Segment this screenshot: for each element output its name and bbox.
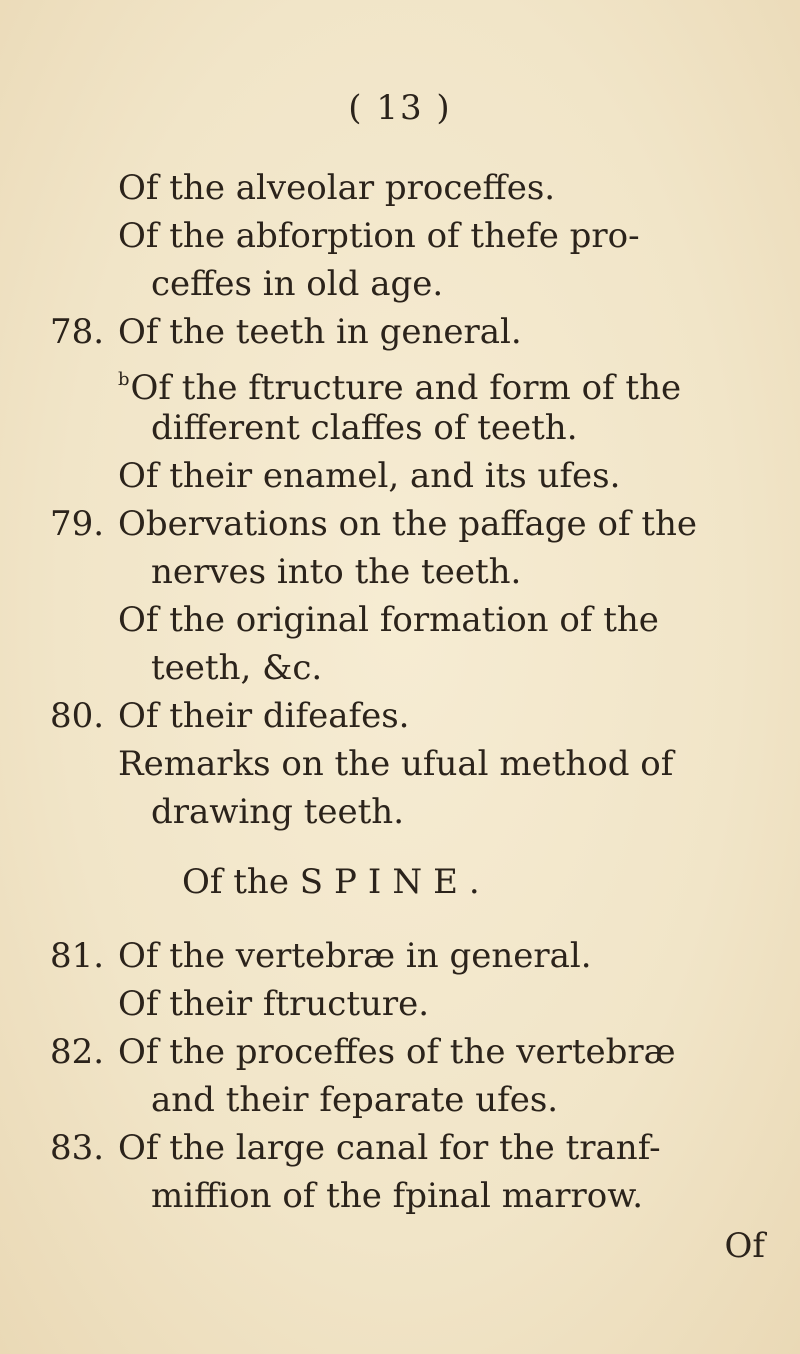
catchword: Of (724, 1226, 765, 1266)
entry-line: Of the teeth in general. (118, 312, 522, 352)
entry-line: Of the ftructure and form of the (130, 368, 682, 408)
entry-number: 79. (50, 504, 105, 544)
entry-line: and their feparate ufes. (151, 1080, 559, 1120)
entry-line: Remarks on the ufual method of (118, 744, 674, 784)
section-heading-prefix: Of the (182, 862, 289, 902)
entry-line: Of the large canal for the tranf- (118, 1128, 661, 1168)
section-heading (182, 862, 491, 902)
entry-line: Of the alveolar proceffes. (118, 168, 556, 208)
entry-line-with-note (118, 360, 681, 408)
entry-number: 80. (50, 696, 105, 736)
entry-number: 82. (50, 1032, 105, 1072)
entry-line: Of their difeafes. (118, 696, 410, 736)
entry-line: Of their ftructure. (118, 984, 430, 1024)
entry-line: Of their enamel, and its ufes. (118, 456, 621, 496)
section-heading-title: SPINE. (299, 862, 491, 902)
entry-line: Of the original formation of the (118, 600, 659, 640)
entry-line: different claffes of teeth. (151, 408, 578, 448)
entry-number: 83. (50, 1128, 105, 1168)
footnote-marker: b (118, 369, 130, 390)
entry-line: miffion of the fpinal marrow. (151, 1176, 644, 1216)
running-head-page-number: ( 13 ) (348, 88, 452, 128)
entry-line: ceffes in old age. (151, 264, 444, 304)
entry-line: Of the vertebræ in general. (118, 936, 592, 976)
entry-line: Of the abforption of thefe pro- (118, 216, 640, 256)
entry-number: 78. (50, 312, 105, 352)
entry-line: Obervations on the paffage of the (118, 504, 698, 544)
entry-line: nerves into the teeth. (151, 552, 522, 592)
entry-line: teeth, &c. (151, 648, 323, 688)
entry-number: 81. (50, 936, 105, 976)
entry-line: drawing teeth. (151, 792, 405, 832)
entry-line: Of the proceffes of the vertebræ (118, 1032, 676, 1072)
